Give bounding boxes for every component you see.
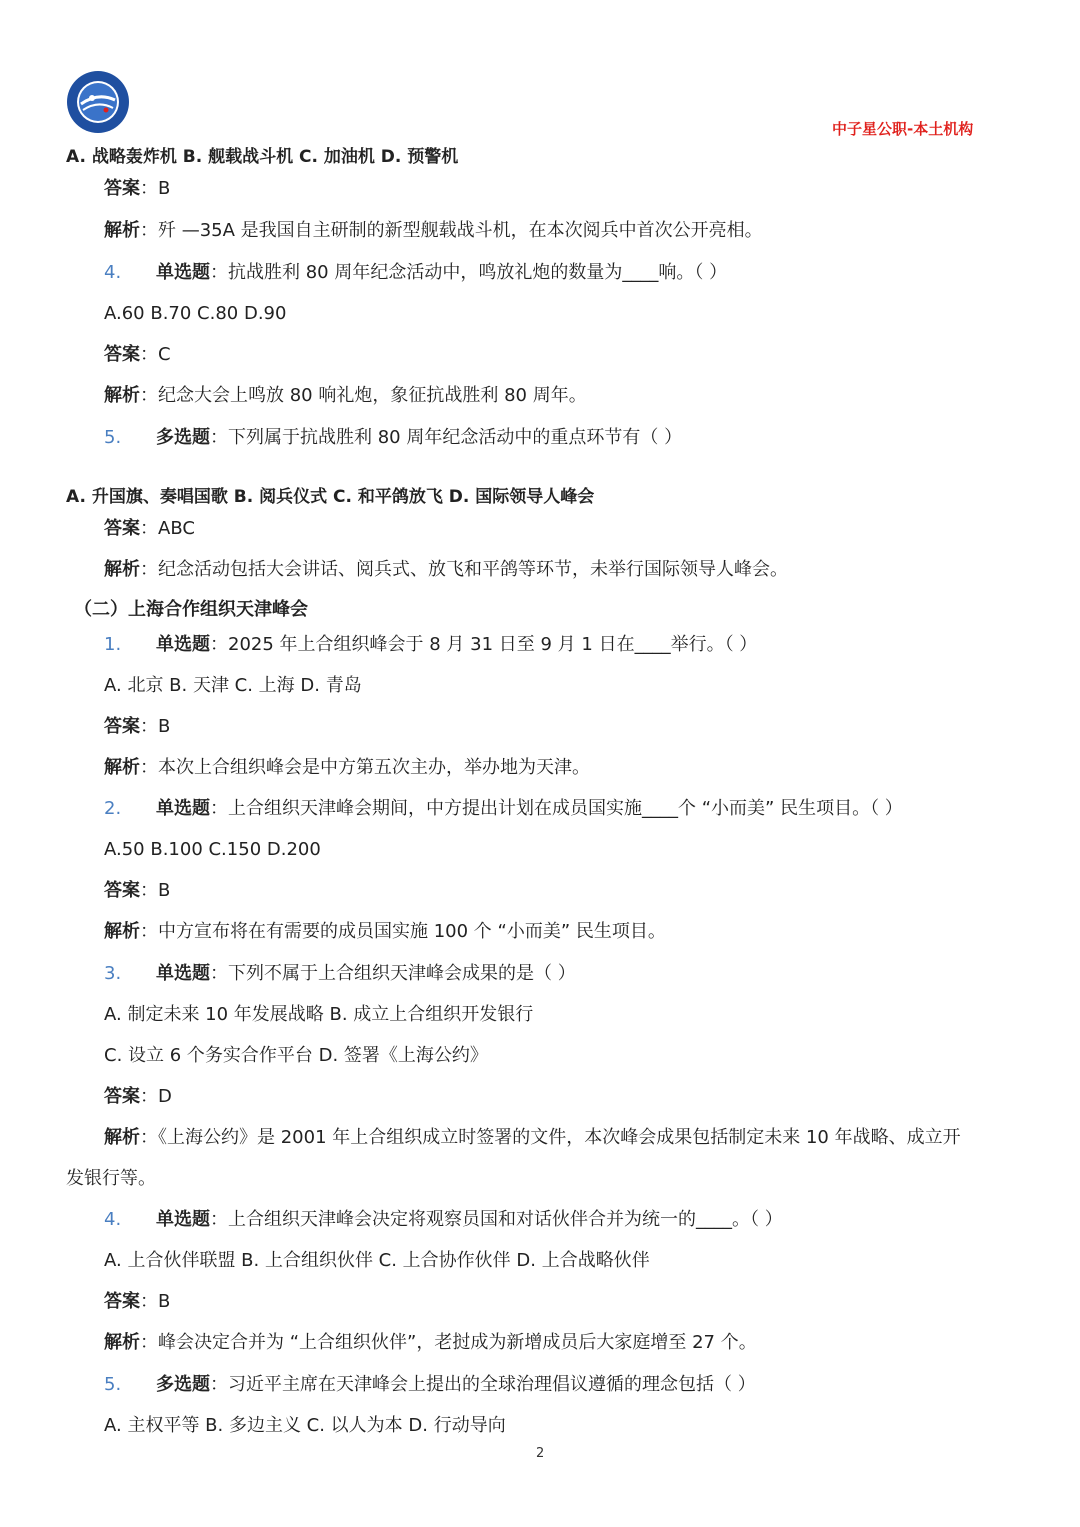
- question-options: A. 北京 B. 天津 C. 上海 D. 青岛: [104, 675, 362, 696]
- analysis-text: ：《上海公约》是 2001 年上合组织成立时签署的文件，本次峰会成果包括制定未来 10 年战略、成立开: [140, 1127, 961, 1148]
- question-options: A. 上合伙伴联盟 B. 上合组织伙伴 C. 上合协作伙伴 D. 上合战略伙伴: [104, 1250, 650, 1271]
- analysis-line: [104, 920, 666, 944]
- analysis-line: [104, 756, 590, 780]
- answer-value: ：ABC: [140, 518, 195, 539]
- question-text: ：上合组织天津峰会决定将观察员国和对话伙伴合并为统一的____。（ ）: [210, 1209, 783, 1230]
- question-type: 多选题: [156, 1374, 210, 1395]
- answer-line: [104, 1290, 170, 1314]
- answer-label: 答案: [104, 1086, 140, 1107]
- analysis-label: 解析: [104, 757, 140, 778]
- question-options: A. 制定未来 10 年发展战略 B. 成立上合组织开发银行: [104, 1004, 534, 1025]
- question-number: 2.: [104, 798, 122, 819]
- answer-value: ：D: [140, 1086, 172, 1107]
- answer-label: 答案: [104, 178, 140, 199]
- answer-line: [104, 343, 171, 367]
- question-text: ：抗战胜利 80 周年纪念活动中，鸣放礼炮的数量为____响。（ ）: [210, 262, 728, 283]
- section-heading: （二）上海合作组织天津峰会: [74, 599, 308, 620]
- analysis-line: [104, 1331, 757, 1355]
- answer-value: ：C: [140, 344, 171, 365]
- analysis-text: ：中方宣布将在有需要的成员国实施 100 个 “小而美” 民生项目。: [140, 921, 666, 942]
- question-text: ：下列属于抗战胜利 80 周年纪念活动中的重点环节有（ ）: [210, 427, 683, 448]
- answer-line: [104, 1085, 172, 1109]
- question-options: A.60 B.70 C.80 D.90: [104, 303, 287, 324]
- analysis-text: ：本次上合组织峰会是中方第五次主办，举办地为天津。: [140, 757, 590, 778]
- analysis-label: 解析: [104, 1332, 140, 1353]
- question-number: 4.: [104, 1209, 122, 1230]
- question-5: [104, 426, 682, 450]
- question-type: 单选题: [156, 634, 210, 655]
- question-5: [104, 1373, 756, 1397]
- analysis-line: [104, 558, 788, 582]
- question-options: A.50 B.100 C.150 D.200: [104, 839, 321, 860]
- analysis-text: ：峰会决定合并为 “上合组织伙伴”，老挝成为新增成员后大家庭增至 27 个。: [140, 1332, 757, 1353]
- answer-value: ：B: [140, 1291, 171, 1312]
- analysis-line: [104, 384, 587, 408]
- question-text: ：2025 年上合组织峰会于 8 月 31 日至 9 月 1 日在____举行。（ ）: [210, 634, 758, 655]
- question-options: A. 升国旗、奏唱国歌 B. 阅兵仪式 C. 和平鸽放飞 D. 国际领导人峰会: [66, 487, 595, 507]
- question-text: ：上合组织天津峰会期间，中方提出计划在成员国实施____个 “小而美” 民生项目。（ ）: [210, 798, 903, 819]
- question-options: A. 主权平等 B. 多边主义 C. 以人为本 D. 行动导向: [104, 1415, 506, 1436]
- answer-line: [104, 879, 170, 903]
- brand-name: 中子星公职-本土机构: [832, 120, 974, 138]
- analysis-continuation: 发银行等。: [66, 1168, 156, 1189]
- question-number: 1.: [104, 634, 122, 655]
- answer-label: 答案: [104, 716, 140, 737]
- answer-value: ：B: [140, 880, 171, 901]
- question-type: 多选题: [156, 427, 210, 448]
- analysis-text: ：歼 —35A 是我国自主研制的新型舰载战斗机，在本次阅兵中首次公开亮相。: [140, 220, 763, 241]
- question-type: 单选题: [156, 798, 210, 819]
- answer-line: [104, 177, 170, 201]
- question-text: ：习近平主席在天津峰会上提出的全球治理倡议遵循的理念包括（ ）: [210, 1374, 756, 1395]
- analysis-label: 解析: [104, 921, 140, 942]
- question-number: 5.: [104, 427, 122, 448]
- question-options: C. 设立 6 个务实合作平台 D. 签署《上海公约》: [104, 1045, 488, 1066]
- analysis-line: [104, 1126, 961, 1150]
- answer-line: [104, 715, 170, 739]
- question-4: [104, 1208, 783, 1232]
- answer-value: ：B: [140, 716, 171, 737]
- answer-label: 答案: [104, 880, 140, 901]
- question-type: 单选题: [156, 262, 210, 283]
- question-number: 3.: [104, 963, 122, 984]
- answer-label: 答案: [104, 344, 140, 365]
- question-2: [104, 797, 903, 821]
- answer-line: [104, 517, 195, 541]
- answer-value: ：B: [140, 178, 171, 199]
- question-options: A. 战略轰炸机 B. 舰载战斗机 C. 加油机 D. 预警机: [66, 147, 459, 167]
- question-1: [104, 633, 757, 657]
- analysis-label: 解析: [104, 1127, 140, 1148]
- analysis-label: 解析: [104, 385, 140, 406]
- analysis-text: ：纪念活动包括大会讲话、阅兵式、放飞和平鸽等环节，未举行国际领导人峰会。: [140, 559, 788, 580]
- page-number: 2: [536, 1446, 545, 1461]
- question-text: ：下列不属于上合组织天津峰会成果的是（ ）: [210, 963, 576, 984]
- answer-label: 答案: [104, 518, 140, 539]
- question-number: 5.: [104, 1374, 122, 1395]
- organization-logo: [66, 70, 130, 134]
- question-4: [104, 261, 727, 285]
- question-type: 单选题: [156, 963, 210, 984]
- question-type: 单选题: [156, 1209, 210, 1230]
- question-number: 4.: [104, 262, 122, 283]
- question-3: [104, 962, 576, 986]
- analysis-text: ：纪念大会上鸣放 80 响礼炮，象征抗战胜利 80 周年。: [140, 385, 587, 406]
- answer-label: 答案: [104, 1291, 140, 1312]
- analysis-label: 解析: [104, 559, 140, 580]
- analysis-line: [104, 219, 763, 243]
- analysis-label: 解析: [104, 220, 140, 241]
